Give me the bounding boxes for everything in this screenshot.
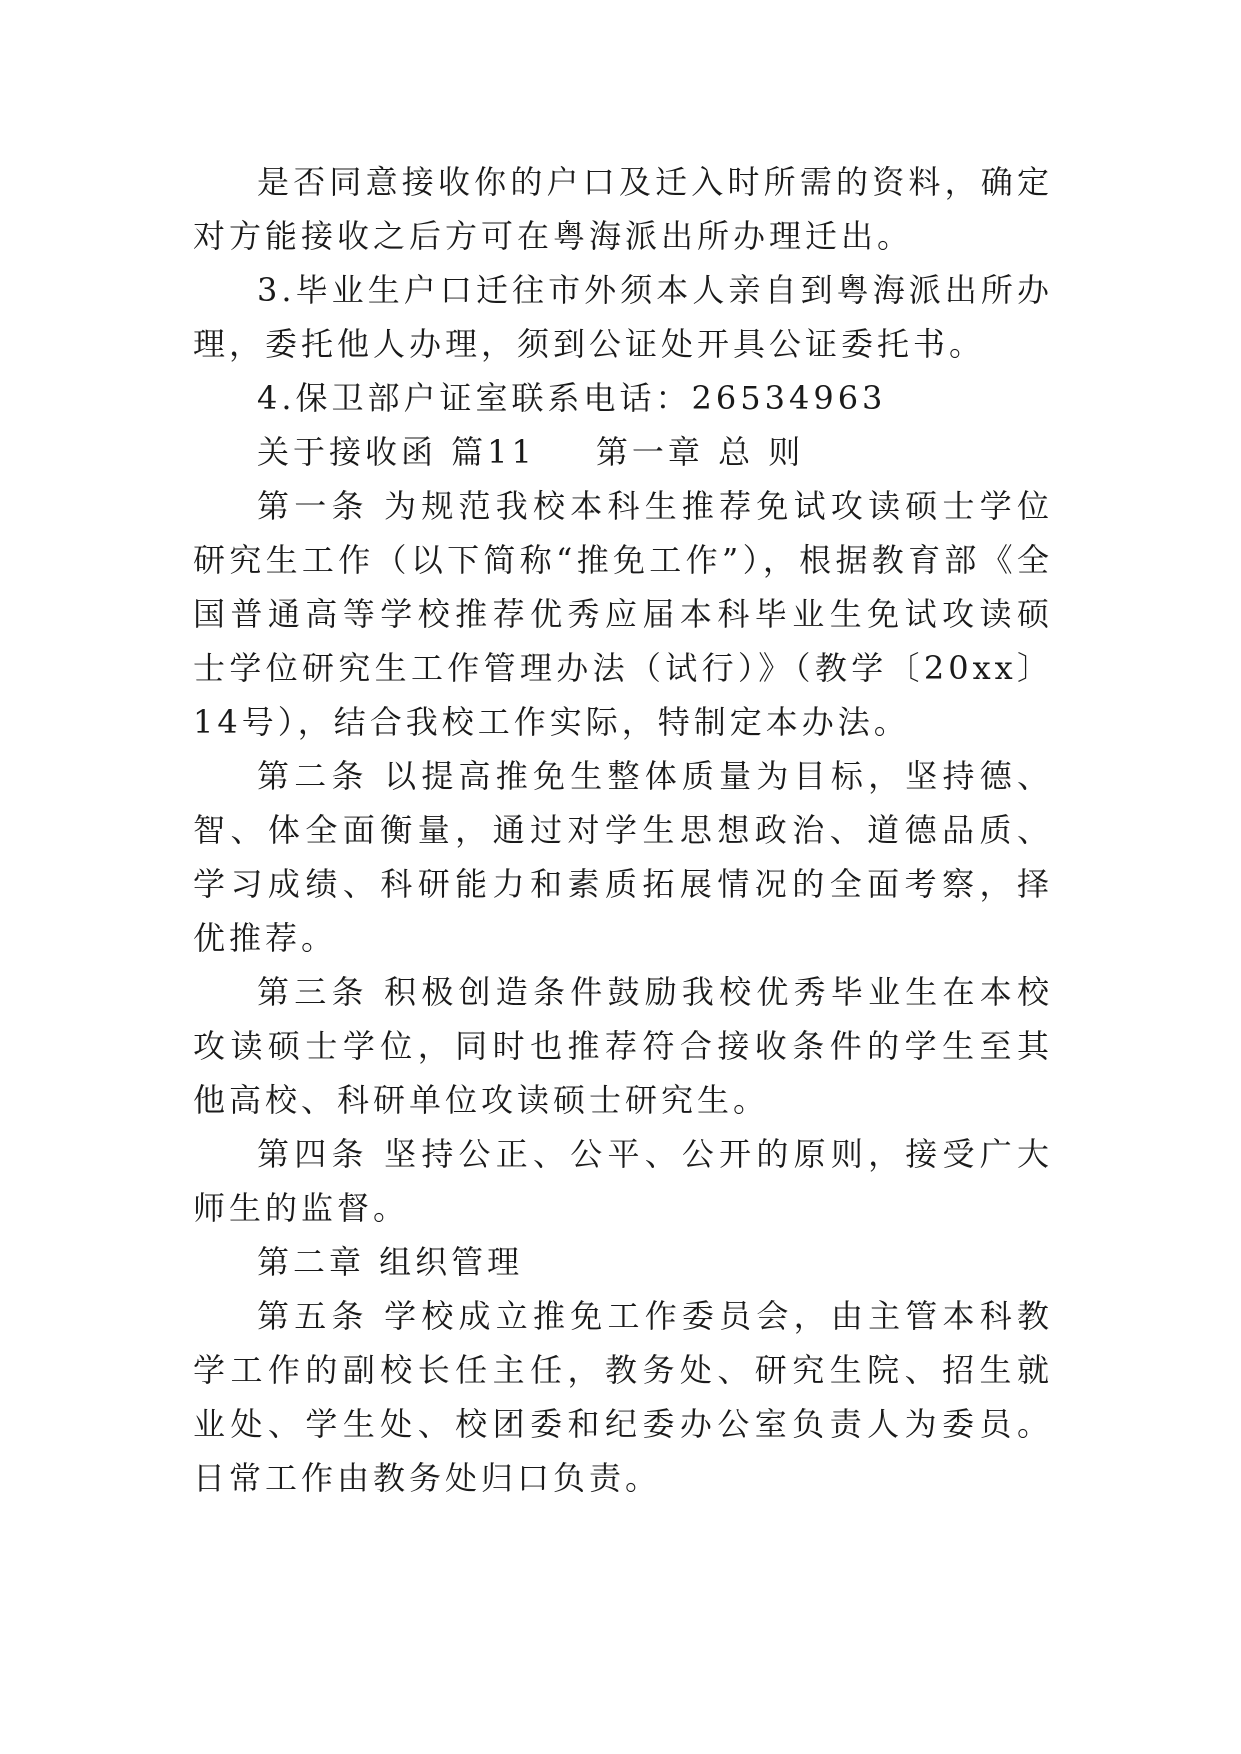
paragraph-item-4-phone: 4.保卫部户证室联系电话：26534963	[257, 379, 887, 417]
section-heading-line	[193, 425, 1053, 479]
document-body	[193, 155, 1053, 1505]
chapter-heading: 第一章 总 则	[595, 433, 805, 471]
chapter-2-heading: 第二章 组织管理	[257, 1243, 524, 1281]
article-5: 第五条 学校成立推免工作委员会，由主管本科教学工作的副校长任主任，教务处、研究生院、招生就业处、学生处、校团委和纪委办公室负责人为委员。日常工作由教务处归口负责。	[193, 1297, 1053, 1497]
article-2: 第二条 以提高推免生整体质量为目标，坚持德、智、体全面衡量，通过对学生思想政治、道德品质、学习成绩、科研能力和素质拓展情况的全面考察，择优推荐。	[193, 757, 1053, 957]
article-4: 第四条 坚持公正、公平、公开的原则，接受广大师生的监督。	[193, 1135, 1053, 1227]
paragraph-residence-approval: 是否同意接收你的户口及迁入时所需的资料，确定对方能接收之后方可在粤海派出所办理迁出。	[193, 163, 1053, 255]
article-title: 关于接收函 篇11	[257, 433, 536, 471]
article-3: 第三条 积极创造条件鼓励我校优秀毕业生在本校攻读硕士学位，同时也推荐符合接收条件的学生至其他高校、科研单位攻读硕士研究生。	[193, 973, 1053, 1119]
article-1: 第一条 为规范我校本科生推荐免试攻读硕士学位研究生工作（以下简称“推免工作”），根据教育部《全国普通高等学校推荐优秀应届本科毕业生免试攻读硕士学位研究生工作管理办法（试行）》（教学〔20xx〕14号），结合我校工作实际，特制定本办法。	[193, 487, 1053, 741]
paragraph-item-3: 3.毕业生户口迁往市外须本人亲自到粤海派出所办理，委托他人办理，须到公证处开具公证委托书。	[193, 271, 1053, 363]
